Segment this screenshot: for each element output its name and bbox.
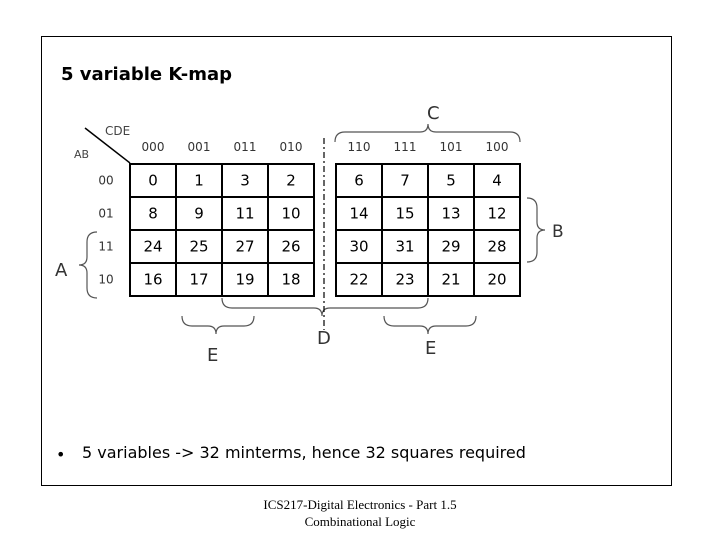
kmap-cell-value: 31 [395, 237, 415, 256]
brace-b [527, 198, 545, 262]
brace-a [79, 232, 97, 298]
kmap-cell-value: 23 [395, 270, 415, 289]
kmap-cell-value: 28 [487, 237, 507, 256]
kmap-cell-value: 27 [235, 237, 255, 256]
kmap-column-headers [142, 140, 509, 154]
col-header-label: 001 [187, 140, 211, 154]
row-header-label: 00 [98, 173, 114, 188]
kmap-cell-value: 1 [194, 171, 204, 190]
label-a: A [55, 260, 68, 281]
kmap-cell-value: 21 [441, 270, 461, 289]
kmap-cell-value: 25 [189, 237, 209, 256]
kmap-cell-value: 19 [235, 270, 255, 289]
label-c: C [427, 103, 440, 124]
kmap-cell-value: 14 [349, 204, 369, 223]
kmap-cell-value: 13 [441, 204, 461, 223]
kmap-cell-value: 4 [492, 171, 502, 190]
col-header-label: 100 [485, 140, 509, 154]
label-e-right: E [425, 338, 437, 359]
corner-cde-label: CDE [105, 124, 131, 138]
kmap-cell-value: 12 [487, 204, 507, 223]
kmap-cell-value: 11 [235, 204, 255, 223]
brace-d [222, 298, 428, 316]
row-header-label: 11 [98, 239, 114, 254]
bullet-marker: • [56, 445, 66, 464]
kmap-row-headers [98, 174, 113, 287]
corner-ab-label: AB [74, 148, 90, 161]
kmap-cell-value: 15 [395, 204, 415, 223]
kmap-cell-value: 17 [189, 270, 209, 289]
kmap-cell-value: 8 [148, 204, 158, 223]
kmap-cell-value: 0 [148, 171, 158, 190]
col-header-label: 110 [347, 140, 371, 154]
kmap-cell-value: 6 [354, 171, 364, 190]
label-e-left: E [207, 345, 219, 366]
row-header-label: 10 [98, 272, 114, 287]
col-header-label: 011 [233, 140, 257, 154]
footer-line-1: ICS217-Digital Electronics - Part 1.5 [263, 497, 457, 512]
kmap-cell-value: 9 [194, 204, 204, 223]
label-b: B [552, 222, 564, 242]
footer-line-2: Combinational Logic [304, 514, 416, 529]
label-d: D [317, 328, 331, 349]
kmap-cell-value: 24 [143, 237, 163, 256]
kmap-cell-value: 3 [240, 171, 250, 190]
kmap-cell-value: 30 [349, 237, 369, 256]
kmap-cell-value: 29 [441, 237, 461, 256]
kmap-cell-value: 22 [349, 270, 369, 289]
kmap-cell-value: 18 [281, 270, 301, 289]
kmap-cell-value: 26 [281, 237, 301, 256]
kmap-cell-value: 20 [487, 270, 507, 289]
kmap-cell-value: 10 [281, 204, 301, 223]
kmap-cell-value: 7 [400, 171, 410, 190]
col-header-label: 101 [439, 140, 463, 154]
brace-e-right [384, 316, 476, 334]
brace-e-left [182, 316, 254, 334]
slide-title: 5 variable K-map [61, 64, 233, 85]
col-header-label: 010 [279, 140, 303, 154]
bullet-text: 5 variables -> 32 minterms, hence 32 squares required [82, 443, 526, 462]
kmap-cell-value: 2 [286, 171, 296, 190]
kmap-cell-value: 5 [446, 171, 456, 190]
col-header-label: 111 [393, 140, 417, 154]
kmap-cell-value: 16 [143, 270, 163, 289]
row-header-label: 01 [98, 206, 114, 221]
col-header-label: 000 [141, 140, 165, 154]
